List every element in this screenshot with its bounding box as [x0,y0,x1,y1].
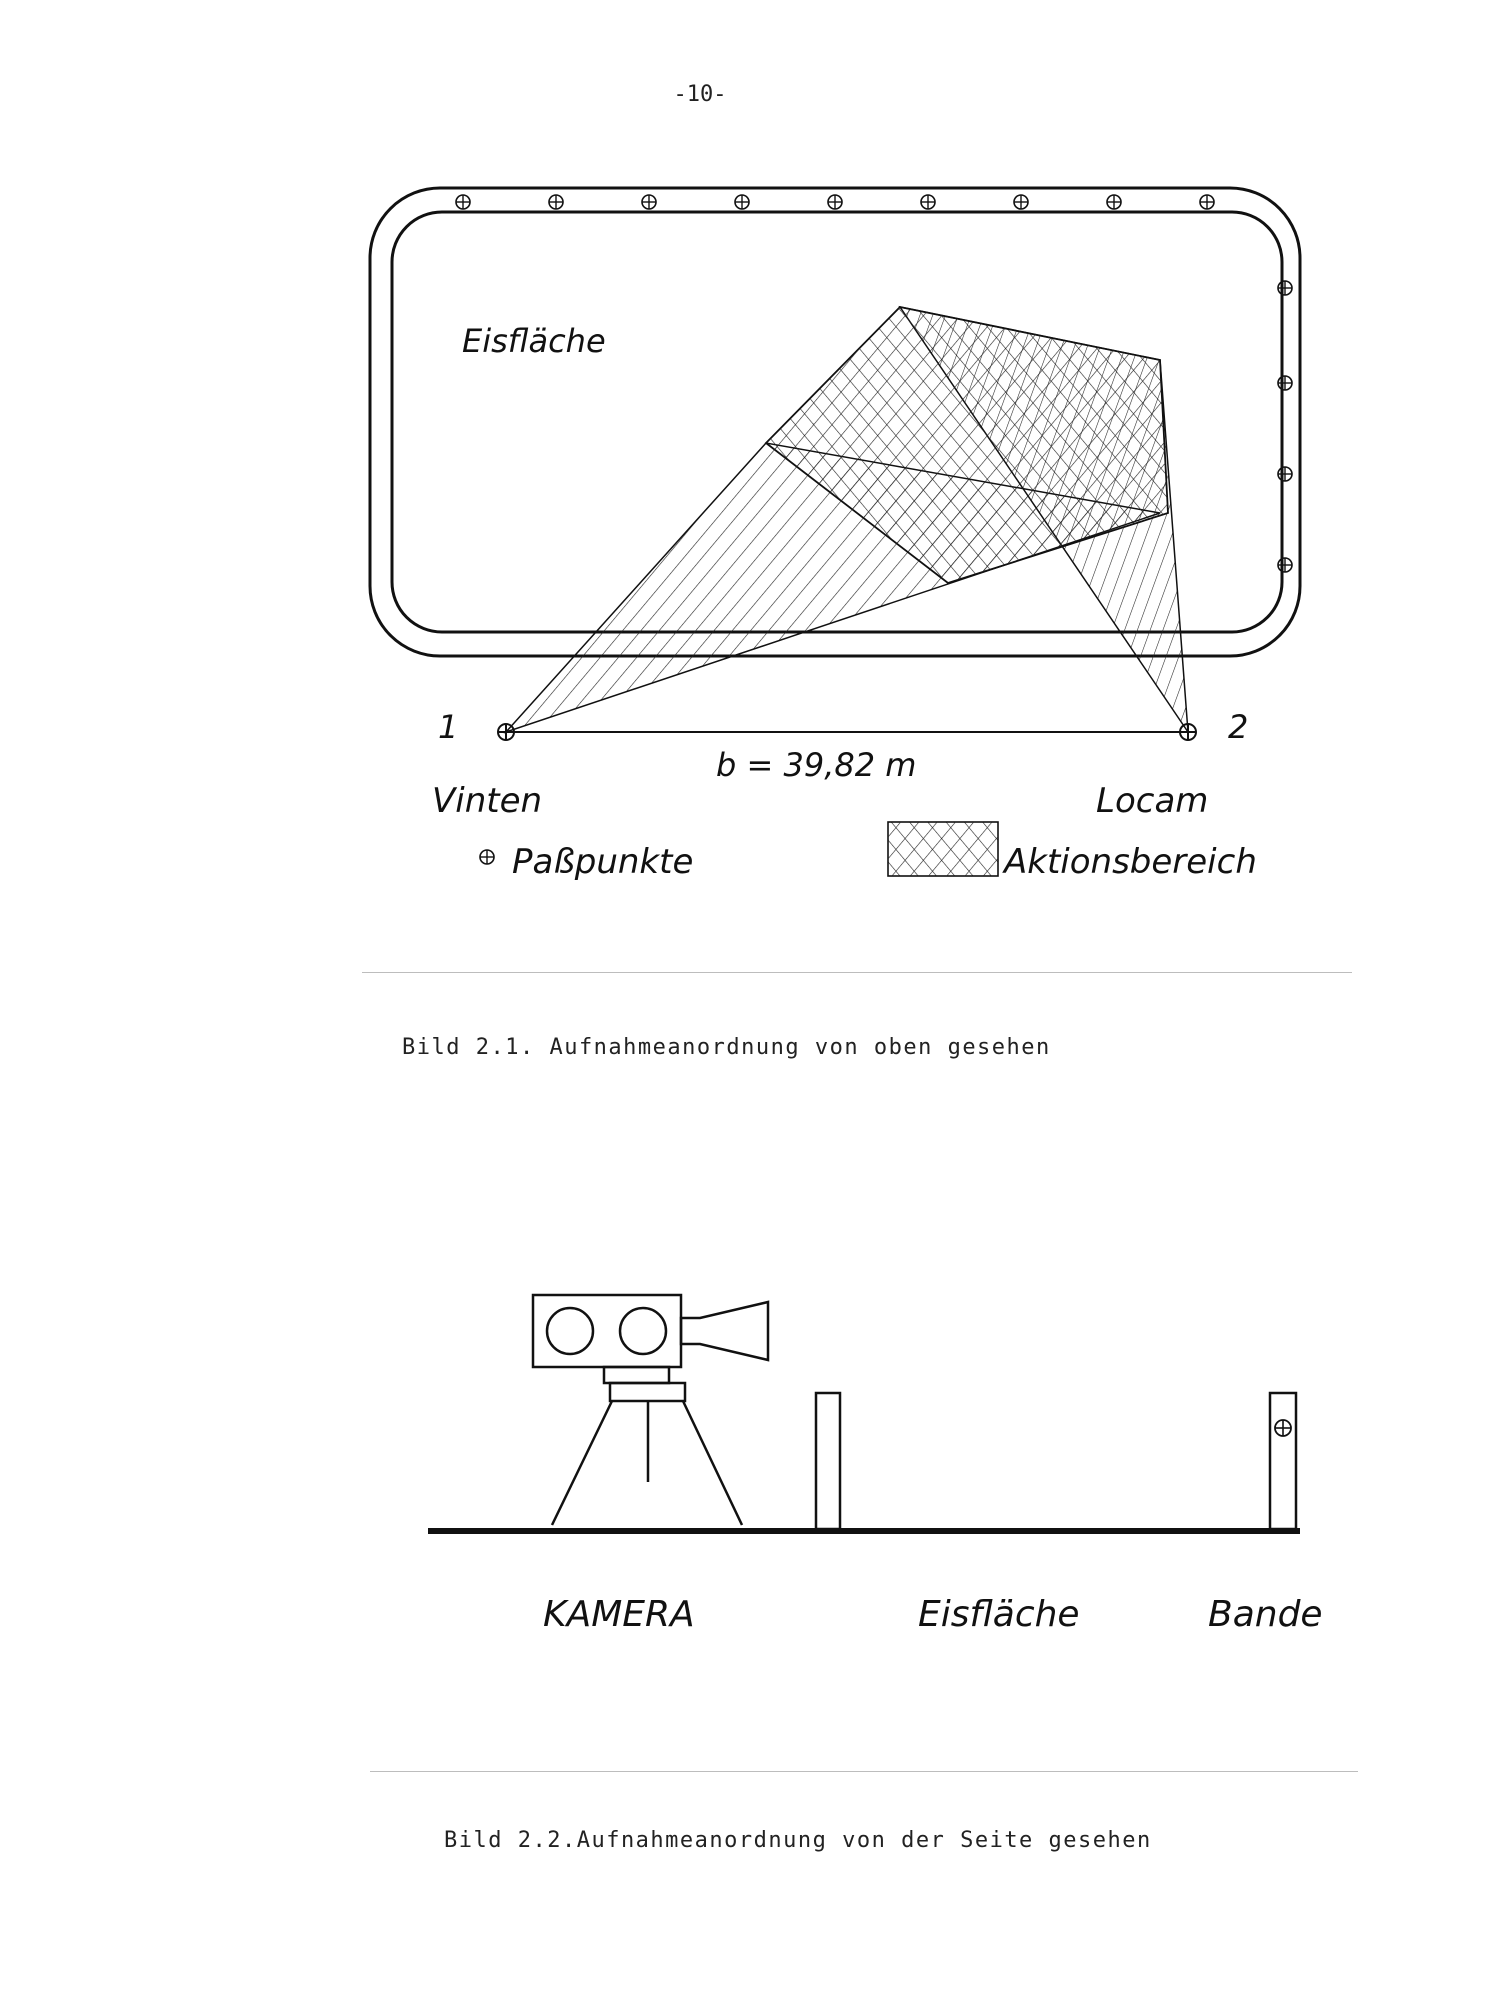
board-post-far [1270,1393,1296,1529]
figure2-caption: Bild 2.2.Aufnahmeanordnung von der Seite gesehen [444,1828,1152,1853]
camera2-name: Locam [1096,781,1209,821]
camera2-number: 2 [1228,708,1249,746]
camera-reel-right [620,1308,666,1354]
legend-control-point-symbol [480,850,494,864]
control-points-top [456,195,1214,209]
figure-top-view [0,170,1500,890]
camera1-position-marker [498,724,514,740]
tripod-mount [610,1383,685,1401]
page-number: -10- [673,82,727,107]
camera-reel-left [547,1308,593,1354]
control-points-right [1278,281,1292,572]
rink-label: Eisfläche [462,322,606,360]
camera2-position-marker [1180,724,1196,740]
legend-action-area-label: Aktionsbereich [1004,842,1257,882]
camera-label: KAMERA [543,1594,695,1635]
baseline-label: b = 39,82 m [716,746,917,784]
figure1-caption: Bild 2.1. Aufnahmeanordnung von oben gesehen [402,1035,1051,1060]
tripod-legs [552,1401,742,1525]
camera1-name: Vinten [432,781,543,821]
camera1-number: 1 [438,708,459,746]
board-post-near [816,1393,840,1529]
camera-lens [681,1302,768,1360]
camera-body [533,1295,681,1367]
figure-side-view [0,1260,1500,1670]
board-control-point-icon [1275,1420,1291,1436]
board-label: Bande [1208,1594,1323,1635]
ice-label: Eisfläche [918,1594,1080,1635]
figure2-separator [370,1771,1358,1772]
tripod-head [604,1367,669,1383]
legend-control-points-label: Paßpunkte [512,842,694,882]
figure1-separator [362,972,1352,973]
